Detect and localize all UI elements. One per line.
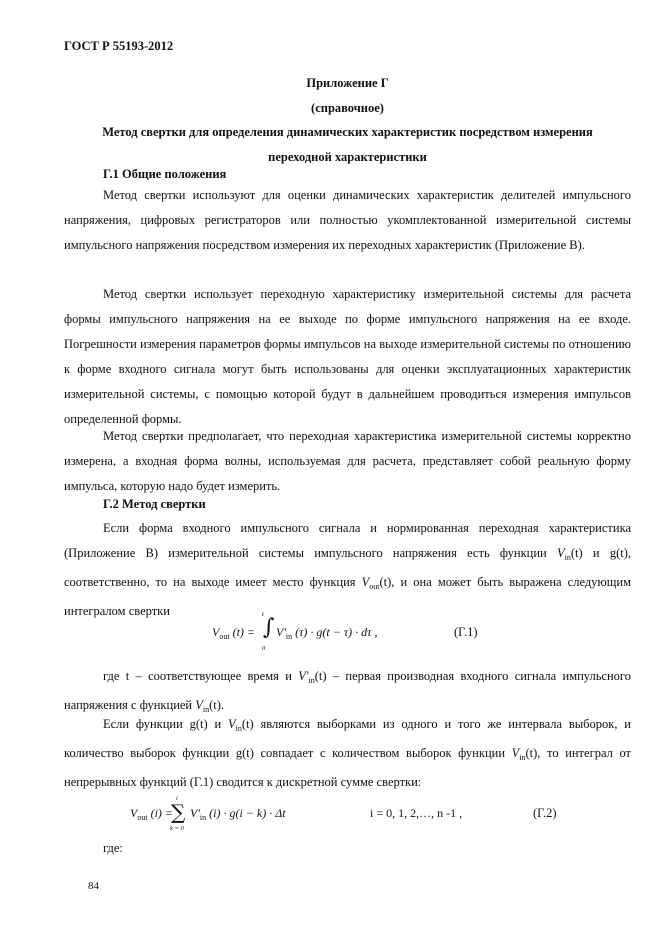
- appendix-subtitle: (справочное): [311, 101, 384, 115]
- section-1-title: Г.1 Общие положения: [103, 167, 227, 181]
- formula-1-integrand: $V'_{in}$ (τ) · g(t − τ) · dτ ,: [276, 625, 378, 641]
- formula-2-term: $V'_{in}$ (i) · g(i − k) · Δt: [190, 806, 286, 822]
- section-2-title: Г.2 Метод свертки: [103, 497, 206, 511]
- page-number: 84: [88, 880, 99, 892]
- document-header: ГОСТ Р 55193-2012: [64, 39, 174, 53]
- appendix-heading-line2: переходной характеристики: [268, 150, 427, 164]
- section-2-paragraph-1: Если форма входного импульсного сигнала и нормированная переходная характеристика (Приложение В) измерительной системы импульсного напряжения есть функции $V_{in}(t)$ и g(t), соответственно, то на выходе имеет место функция $V_{out}(t)$, и она может быть выражена следующим интегралом свертки: [64, 521, 631, 618]
- section-2-paragraph-2: где t – соответствующее время и $V'_{in}(t)$ – первая производная входного сигнала импульсного напряжения с функцией $V_{in}(t)$.: [64, 669, 631, 714]
- integral-lower-limit: 0: [262, 645, 266, 652]
- appendix-title: Приложение Г: [306, 76, 389, 90]
- where-label: где:: [103, 841, 123, 855]
- sum-upper-limit: i: [176, 795, 178, 802]
- summation-sign: ∑: [171, 800, 186, 824]
- formula-2-lhs: $V_{out}$ (i) =: [130, 806, 174, 822]
- section-1-paragraph-3: Метод свертки предполагает, что переходная характеристика измерительной системы корректно измерена, а входная форма волны, используемая для расчета, представляет собой реальную форму импульса, которую надо будет измерить.: [64, 429, 631, 493]
- section-1-paragraph-1: Метод свертки используют для оценки динамических характеристик делителей импульсного напряжения, цифровых регистраторов или полностью укомплектованной измерительной системы импульсного напряжения посредством измерения их переходных характеристик (Приложение В).: [64, 188, 631, 252]
- formula-2-number: (Г.2): [533, 806, 557, 820]
- integral-upper-limit: t: [262, 611, 264, 618]
- formula-2-range: i = 0, 1, 2,…, n -1 ,: [370, 806, 463, 820]
- formula-1-number: (Г.1): [454, 625, 478, 639]
- appendix-heading-line1: Метод свертки для определения динамических характеристик посредством измерения: [102, 125, 593, 139]
- sum-lower-limit: k = 0: [170, 825, 184, 832]
- formula-1-lhs: $V_{out}$ (t) =: [212, 625, 256, 641]
- section-1-paragraph-2: Метод свертки использует переходную характеристику измерительной системы для расчета формы импульсного напряжения на ее выходе по форме импульсного напряжения на ее входе. Погрешности измерения параметров формы импульсов на выходе измерительной системы по отношению к форме входного сигнала могут быть использованы для оценки эксплуатационных характеристик измерительной системы, с помощью которой будут в дальнейшем проводиться измерения импульсов определенной формы.: [64, 287, 631, 426]
- section-2-paragraph-3: Если функции g(t) и $V_{in}(t)$ являются выборками из одного и того же интервала выборок, и количество выборок функции g(t) совпадает с количеством выборок функции $V_{in}(t)$, то интеграл от непрерывных функций (Г.1) сводится к дискретной сумме свертки:: [64, 717, 632, 789]
- integral-sign: ∫: [263, 615, 275, 640]
